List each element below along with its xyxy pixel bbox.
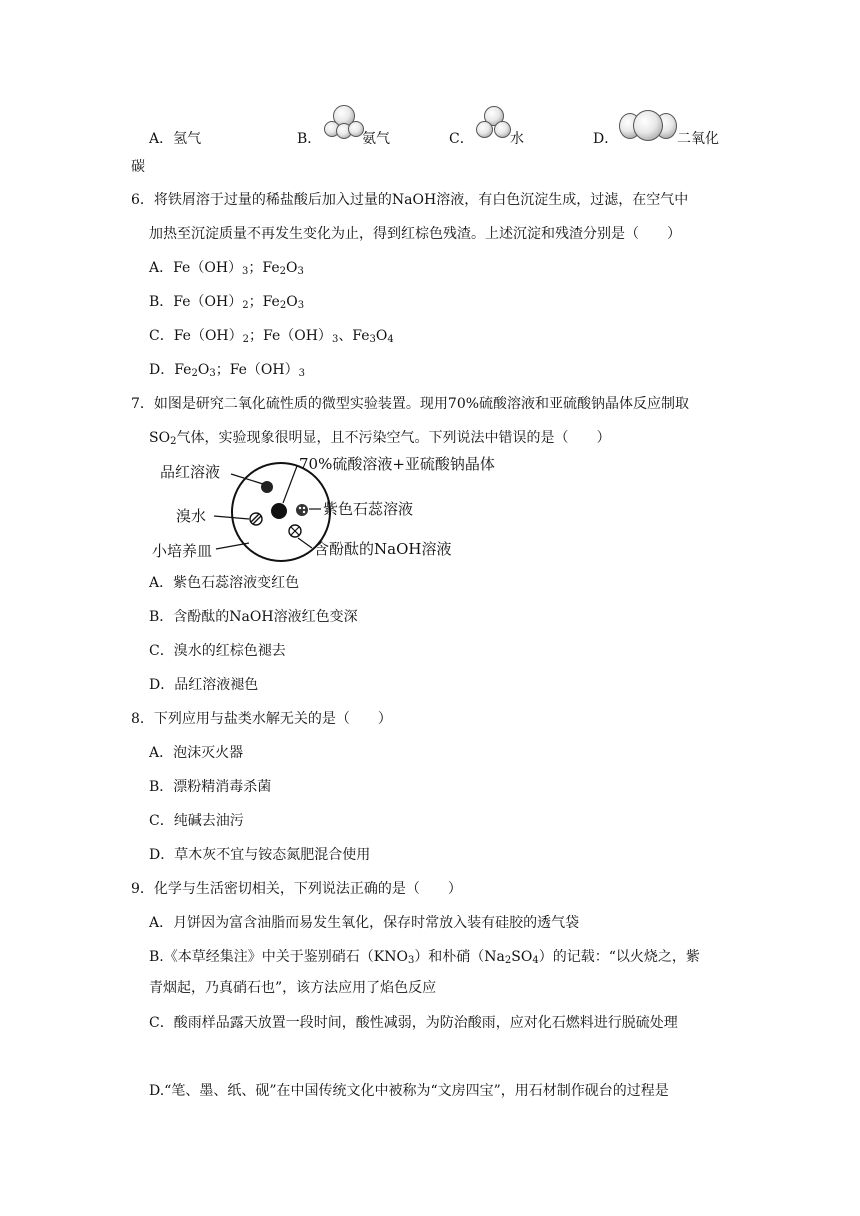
q5-option-d-letter: D． [593, 131, 619, 147]
water-molecule-icon [476, 106, 512, 140]
q6-stem-line2: 加热至沉淀质量不再发生变化为止，得到红棕色残渣。上述沉淀和残渣分别是（ ） [149, 226, 681, 242]
q9-option-d: D.“笔、墨、纸、砚”在中国传统文化中被称为“文房四宝”，用石材制作砚台的过程是 [149, 1083, 669, 1099]
q8-stem: 8．下列应用与盐类水解无关的是（ ） [131, 711, 392, 727]
label-naoh: 含酚酞的NaOH溶液 [314, 540, 452, 558]
pinhong-drop [261, 481, 273, 493]
q8-option-c: C．纯碱去油污 [149, 813, 244, 829]
q8-option-d: D．草木灰不宜与铵态氮肥混合使用 [149, 847, 371, 863]
label-shirui: 紫色石蕊溶液 [323, 500, 414, 518]
q5-option-d-text: 二氧化 [677, 131, 719, 147]
q7-stem-line1: 7．如图是研究二氧化硫性质的微型实验装置。现用70%硫酸溶液和亚硫酸钠晶体反应制取 [131, 396, 690, 412]
q5-option-c-letter: C． [449, 131, 474, 147]
naoh-drop [289, 525, 301, 537]
q7-option-a: A．紫色石蕊溶液变红色 [149, 575, 300, 591]
q9-option-c: C．酸雨样品露天放置一段时间，酸性减弱，为防治酸雨，应对化石燃料进行脱硫处理 [149, 1015, 678, 1031]
q7-option-b: B．含酚酞的NaOH溶液红色变深 [149, 609, 358, 625]
q6-stem-line1: 6．将铁屑溶于过量的稀盐酸后加入过量的NaOH溶液，有白色沉淀生成，过滤，在空气中 [131, 192, 689, 208]
q8-option-b: B．漂粉精消毒杀菌 [149, 779, 272, 795]
q5-option-a: A．氢气 [149, 131, 202, 147]
q6-option-b: B．$Fe(OH)_2$；$Fe_2O_3$ [149, 294, 305, 311]
q9-stem: 9．化学与生活密切相关，下列说法正确的是（ ） [131, 881, 462, 897]
q5-option-b-text: 氨气 [362, 131, 390, 147]
central-reagent-drop [271, 503, 287, 519]
q5-option-b-letter: B． [297, 131, 322, 147]
q7-option-d: D．品红溶液褪色 [149, 677, 259, 693]
q5-option-c-text: 水 [510, 131, 524, 147]
xiushui-drop [250, 513, 262, 525]
q6-option-a: A．$Fe(OH)_3$；$Fe_2O_3$ [149, 260, 304, 277]
q8-option-a: A．泡沫灭火器 [149, 745, 244, 761]
q7-apparatus-diagram [146, 452, 546, 567]
label-xiushui: 溴水 [176, 507, 207, 525]
q9-option-b: B.《本草经集注》中关于鉴别硝石$(KNO_3)$和朴硝$(Na_2SO_4)$的记载：“以火烧之，紫 [149, 949, 700, 966]
q6-option-c: C．$Fe(OH)_2$；$Fe(OH)_3$、$Fe_3O_4$ [149, 328, 394, 345]
label-petri-dish: 小培养皿 [152, 542, 213, 560]
q5-option-d-continuation: 碳 [131, 159, 145, 175]
q9-option-a: A．月饼因为富含油脂而易发生氧化，保存时常放入装有硅胶的透气袋 [149, 915, 580, 931]
label-reagents-top: 70%硫酸溶液+亚硫酸钠晶体 [299, 455, 495, 473]
q6-option-d: D．$Fe_2O_3$；$Fe(OH)_3$ [149, 362, 305, 379]
ammonia-molecule-icon [324, 105, 364, 141]
q7-stem-line2: $SO_2$气体，实验现象很明显，且不污染空气。下列说法中错误的是（ ） [149, 430, 611, 447]
q9-option-b-continuation: 青烟起，乃真硝石也”，该方法应用了焰色反应 [149, 980, 437, 996]
q7-option-c: C．溴水的红棕色褪去 [149, 643, 286, 659]
label-pinhong: 品红溶液 [160, 463, 221, 481]
carbon-dioxide-molecule-icon [619, 110, 677, 142]
shirui-drop [296, 504, 308, 516]
